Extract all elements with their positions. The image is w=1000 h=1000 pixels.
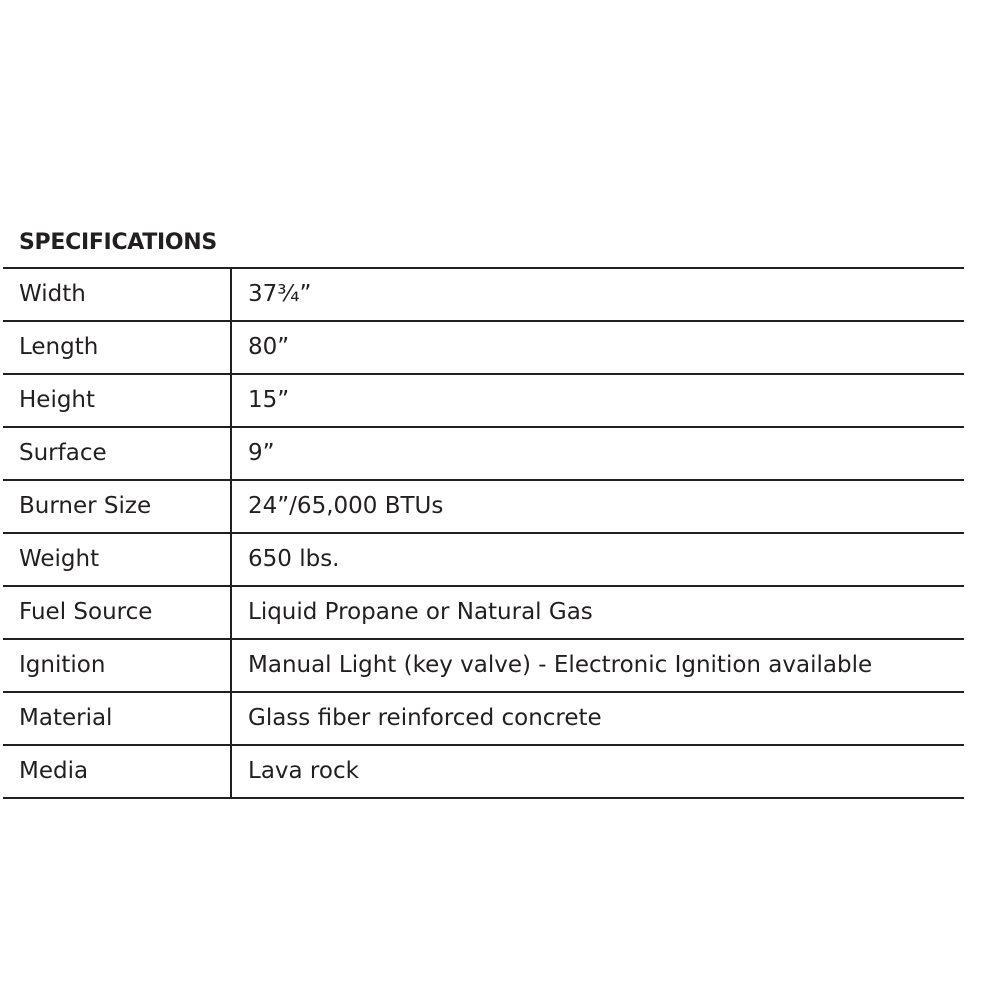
- spec-label: Length: [3, 321, 231, 374]
- spec-value: 37¾”: [231, 268, 964, 321]
- spec-label: Media: [3, 745, 231, 798]
- spec-value: Glass fiber reinforced concrete: [231, 692, 964, 745]
- spec-value: Manual Light (key valve) - Electronic Ignition available: [231, 639, 964, 692]
- spec-row-burner-size: [3, 480, 964, 533]
- spec-row-height: [3, 374, 964, 427]
- spec-label: Height: [3, 374, 231, 427]
- spec-label: Burner Size: [3, 480, 231, 533]
- spec-row-fuel-source: [3, 586, 964, 639]
- spec-value: 15”: [231, 374, 964, 427]
- spec-label: Weight: [3, 533, 231, 586]
- spec-value: Lava rock: [231, 745, 964, 798]
- spec-row-length: [3, 321, 964, 374]
- spec-label: Material: [3, 692, 231, 745]
- specifications-title: SPECIFICATIONS: [19, 230, 217, 255]
- spec-row-weight: [3, 533, 964, 586]
- specifications-table: [3, 267, 964, 799]
- spec-row-surface: [3, 427, 964, 480]
- spec-value: 24”/65,000 BTUs: [231, 480, 964, 533]
- spec-label: Fuel Source: [3, 586, 231, 639]
- spec-row-width: [3, 268, 964, 321]
- spec-row-media: [3, 745, 964, 798]
- spec-label: Surface: [3, 427, 231, 480]
- spec-value: 9”: [231, 427, 964, 480]
- spec-label: Ignition: [3, 639, 231, 692]
- spec-value: 80”: [231, 321, 964, 374]
- spec-row-material: [3, 692, 964, 745]
- spec-row-ignition: [3, 639, 964, 692]
- spec-value: 650 lbs.: [231, 533, 964, 586]
- spec-label: Width: [3, 268, 231, 321]
- spec-value: Liquid Propane or Natural Gas: [231, 586, 964, 639]
